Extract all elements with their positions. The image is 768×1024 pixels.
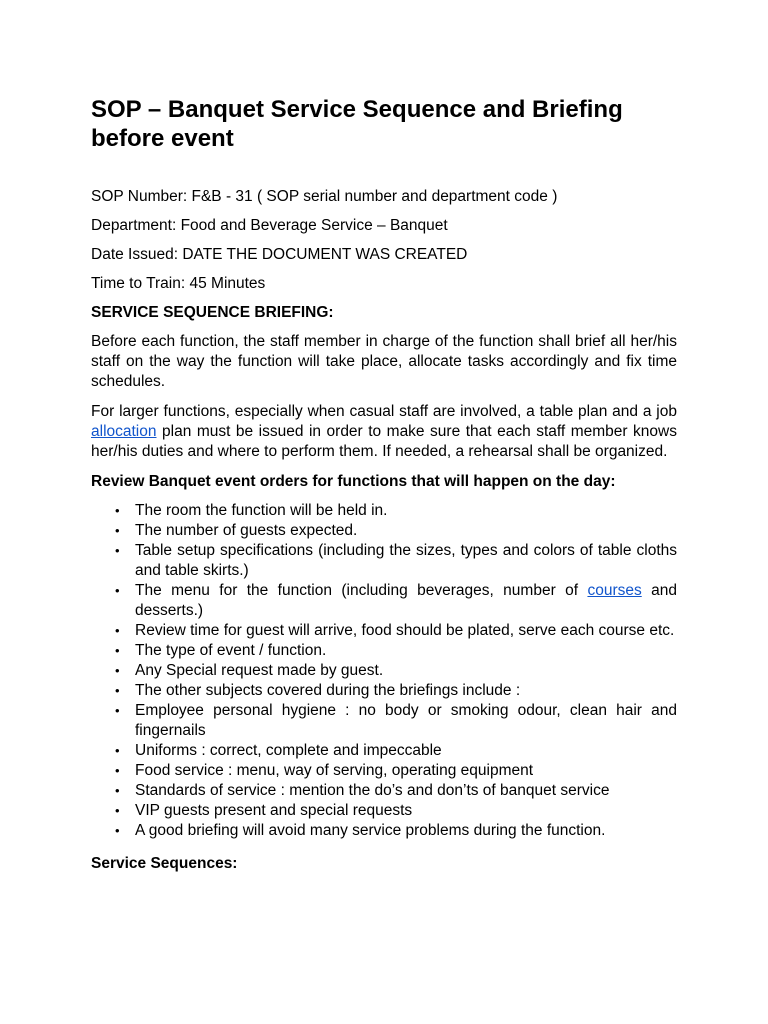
list-item-text: Employee personal hygiene : no body or smoking odour, clean hair and fingernails: [135, 702, 677, 739]
list-item-text: The room the function will be held in.: [135, 502, 388, 519]
list-item: [91, 761, 677, 781]
list-item: [91, 581, 677, 621]
paragraph-2-text-end: plan must be issued in order to make sure that each staff member knows her/his duties and where to perform them. If needed, a rehearsal shall be organized.: [91, 423, 677, 460]
list-item-text: The type of event / function.: [135, 642, 327, 659]
bullet-icon: •: [115, 503, 120, 518]
list-item: [91, 801, 677, 821]
list-item: [91, 681, 677, 701]
paragraph-2-text-start: For larger functions, especially when casual staff are involved, a table plan and a job: [91, 403, 677, 420]
list-item-text: Review time for guest will arrive, food should be plated, serve each course etc.: [135, 622, 675, 639]
bullet-icon: •: [115, 743, 120, 758]
list-item: [91, 501, 677, 521]
list-item-text: A good briefing will avoid many service problems during the function.: [135, 822, 606, 839]
bullet-icon: •: [115, 523, 120, 538]
date-issued: Date Issued: DATE THE DOCUMENT WAS CREATED: [91, 246, 468, 263]
list-item: [91, 641, 677, 661]
list-item: [91, 521, 677, 541]
briefing-paragraph-1: Before each function, the staff member in charge of the function shall brief all her/his staff on the way the function will take place, allocate tasks accordingly and fix time schedules.: [91, 333, 677, 390]
briefing-paragraph-2: [91, 402, 677, 462]
bullet-icon: •: [115, 683, 120, 698]
bullet-icon: •: [115, 823, 120, 838]
list-item-text: Uniforms : correct, complete and impeccable: [135, 742, 442, 759]
department: Department: Food and Beverage Service – Banquet: [91, 217, 448, 234]
document-body: [91, 95, 677, 883]
list-item-text: The number of guests expected.: [135, 522, 358, 539]
bullet-icon: •: [115, 763, 120, 778]
bullet-icon: •: [115, 803, 120, 818]
document-title: SOP – Banquet Service Sequence and Briefing before event: [91, 96, 623, 152]
bullet-icon: •: [115, 623, 120, 638]
review-list: [91, 501, 677, 841]
list-item: [91, 821, 677, 841]
bullet-icon: •: [115, 783, 120, 798]
list-item-text: Table setup specifications (including the sizes, types and colors of table cloths and table skirts.): [135, 542, 677, 579]
list-item-text: The other subjects covered during the briefings include :: [135, 682, 521, 699]
menu-item-text-start: The menu for the function (including beverages, number of: [135, 582, 588, 599]
list-item: [91, 621, 677, 641]
menu-item-text-end: and desserts.): [135, 582, 677, 619]
list-item: [91, 661, 677, 681]
list-item: [91, 701, 677, 741]
list-item: [91, 541, 677, 581]
allocation-link[interactable]: allocation: [91, 423, 157, 440]
bullet-icon: •: [115, 583, 120, 598]
list-item-text: Any Special request made by guest.: [135, 662, 384, 679]
service-sequences-heading: Service Sequences:: [91, 855, 238, 872]
briefing-heading: SERVICE SEQUENCE BRIEFING:: [91, 304, 334, 321]
bullet-icon: •: [115, 643, 120, 658]
bullet-icon: •: [115, 543, 120, 558]
list-item: [91, 781, 677, 801]
list-item-text: Food service : menu, way of serving, operating equipment: [135, 762, 534, 779]
bullet-icon: •: [115, 663, 120, 678]
sop-number: SOP Number: F&B - 31 ( SOP serial number and department code ): [91, 188, 558, 205]
list-item-text: Standards of service : mention the do’s and don’ts of banquet service: [135, 782, 610, 799]
bullet-icon: •: [115, 703, 120, 718]
list-item: [91, 741, 677, 761]
courses-link[interactable]: courses: [587, 582, 642, 599]
list-item-text: VIP guests present and special requests: [135, 802, 413, 819]
review-heading: Review Banquet event orders for functions that will happen on the day:: [91, 473, 616, 490]
time-to-train: Time to Train: 45 Minutes: [91, 275, 266, 292]
